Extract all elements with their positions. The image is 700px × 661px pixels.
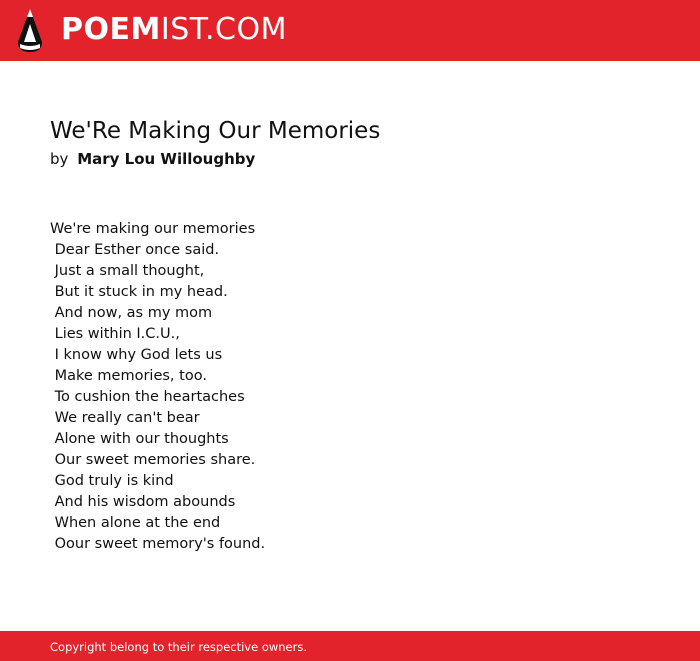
- poem-line: I know why God lets us: [50, 347, 223, 363]
- poem-line: God truly is kind: [50, 473, 174, 489]
- site-footer: [0, 631, 700, 661]
- logo-light-text: IST.COM: [160, 12, 287, 47]
- copyright-text: Copyright belong to their respective owners.: [50, 640, 308, 654]
- poem-line: Oour sweet memory's found.: [50, 536, 266, 552]
- site-logo[interactable]: [61, 10, 287, 50]
- poem-line: Lies within I.C.U.,: [50, 326, 180, 342]
- poem-line: And now, as my mom: [50, 305, 213, 321]
- by-label: by: [50, 150, 69, 168]
- author-name: Mary Lou Willoughby: [77, 150, 256, 168]
- poem-line: We really can't bear: [50, 410, 200, 426]
- poem-line: When alone at the end: [50, 515, 221, 531]
- byline: [50, 148, 255, 170]
- poem-line: But it stuck in my head.: [50, 284, 228, 300]
- poem-title: We'Re Making Our Memories: [50, 118, 381, 144]
- pencil-tip-icon: [17, 8, 43, 52]
- poem-line: Our sweet memories share.: [50, 452, 256, 468]
- poem-line: To cushion the heartaches: [50, 389, 245, 405]
- poem-line: Just a small thought,: [50, 263, 205, 279]
- poem-line: Dear Esther once said.: [50, 242, 220, 258]
- poem-line: And his wisdom abounds: [50, 494, 236, 510]
- poem-line: We're making our memories: [50, 221, 256, 237]
- site-header: [0, 0, 700, 61]
- poem-line: Make memories, too.: [50, 368, 207, 384]
- logo-bold-text: POEM: [61, 12, 161, 47]
- poem-line: Alone with our thoughts: [50, 431, 229, 447]
- poem-body: [50, 219, 265, 555]
